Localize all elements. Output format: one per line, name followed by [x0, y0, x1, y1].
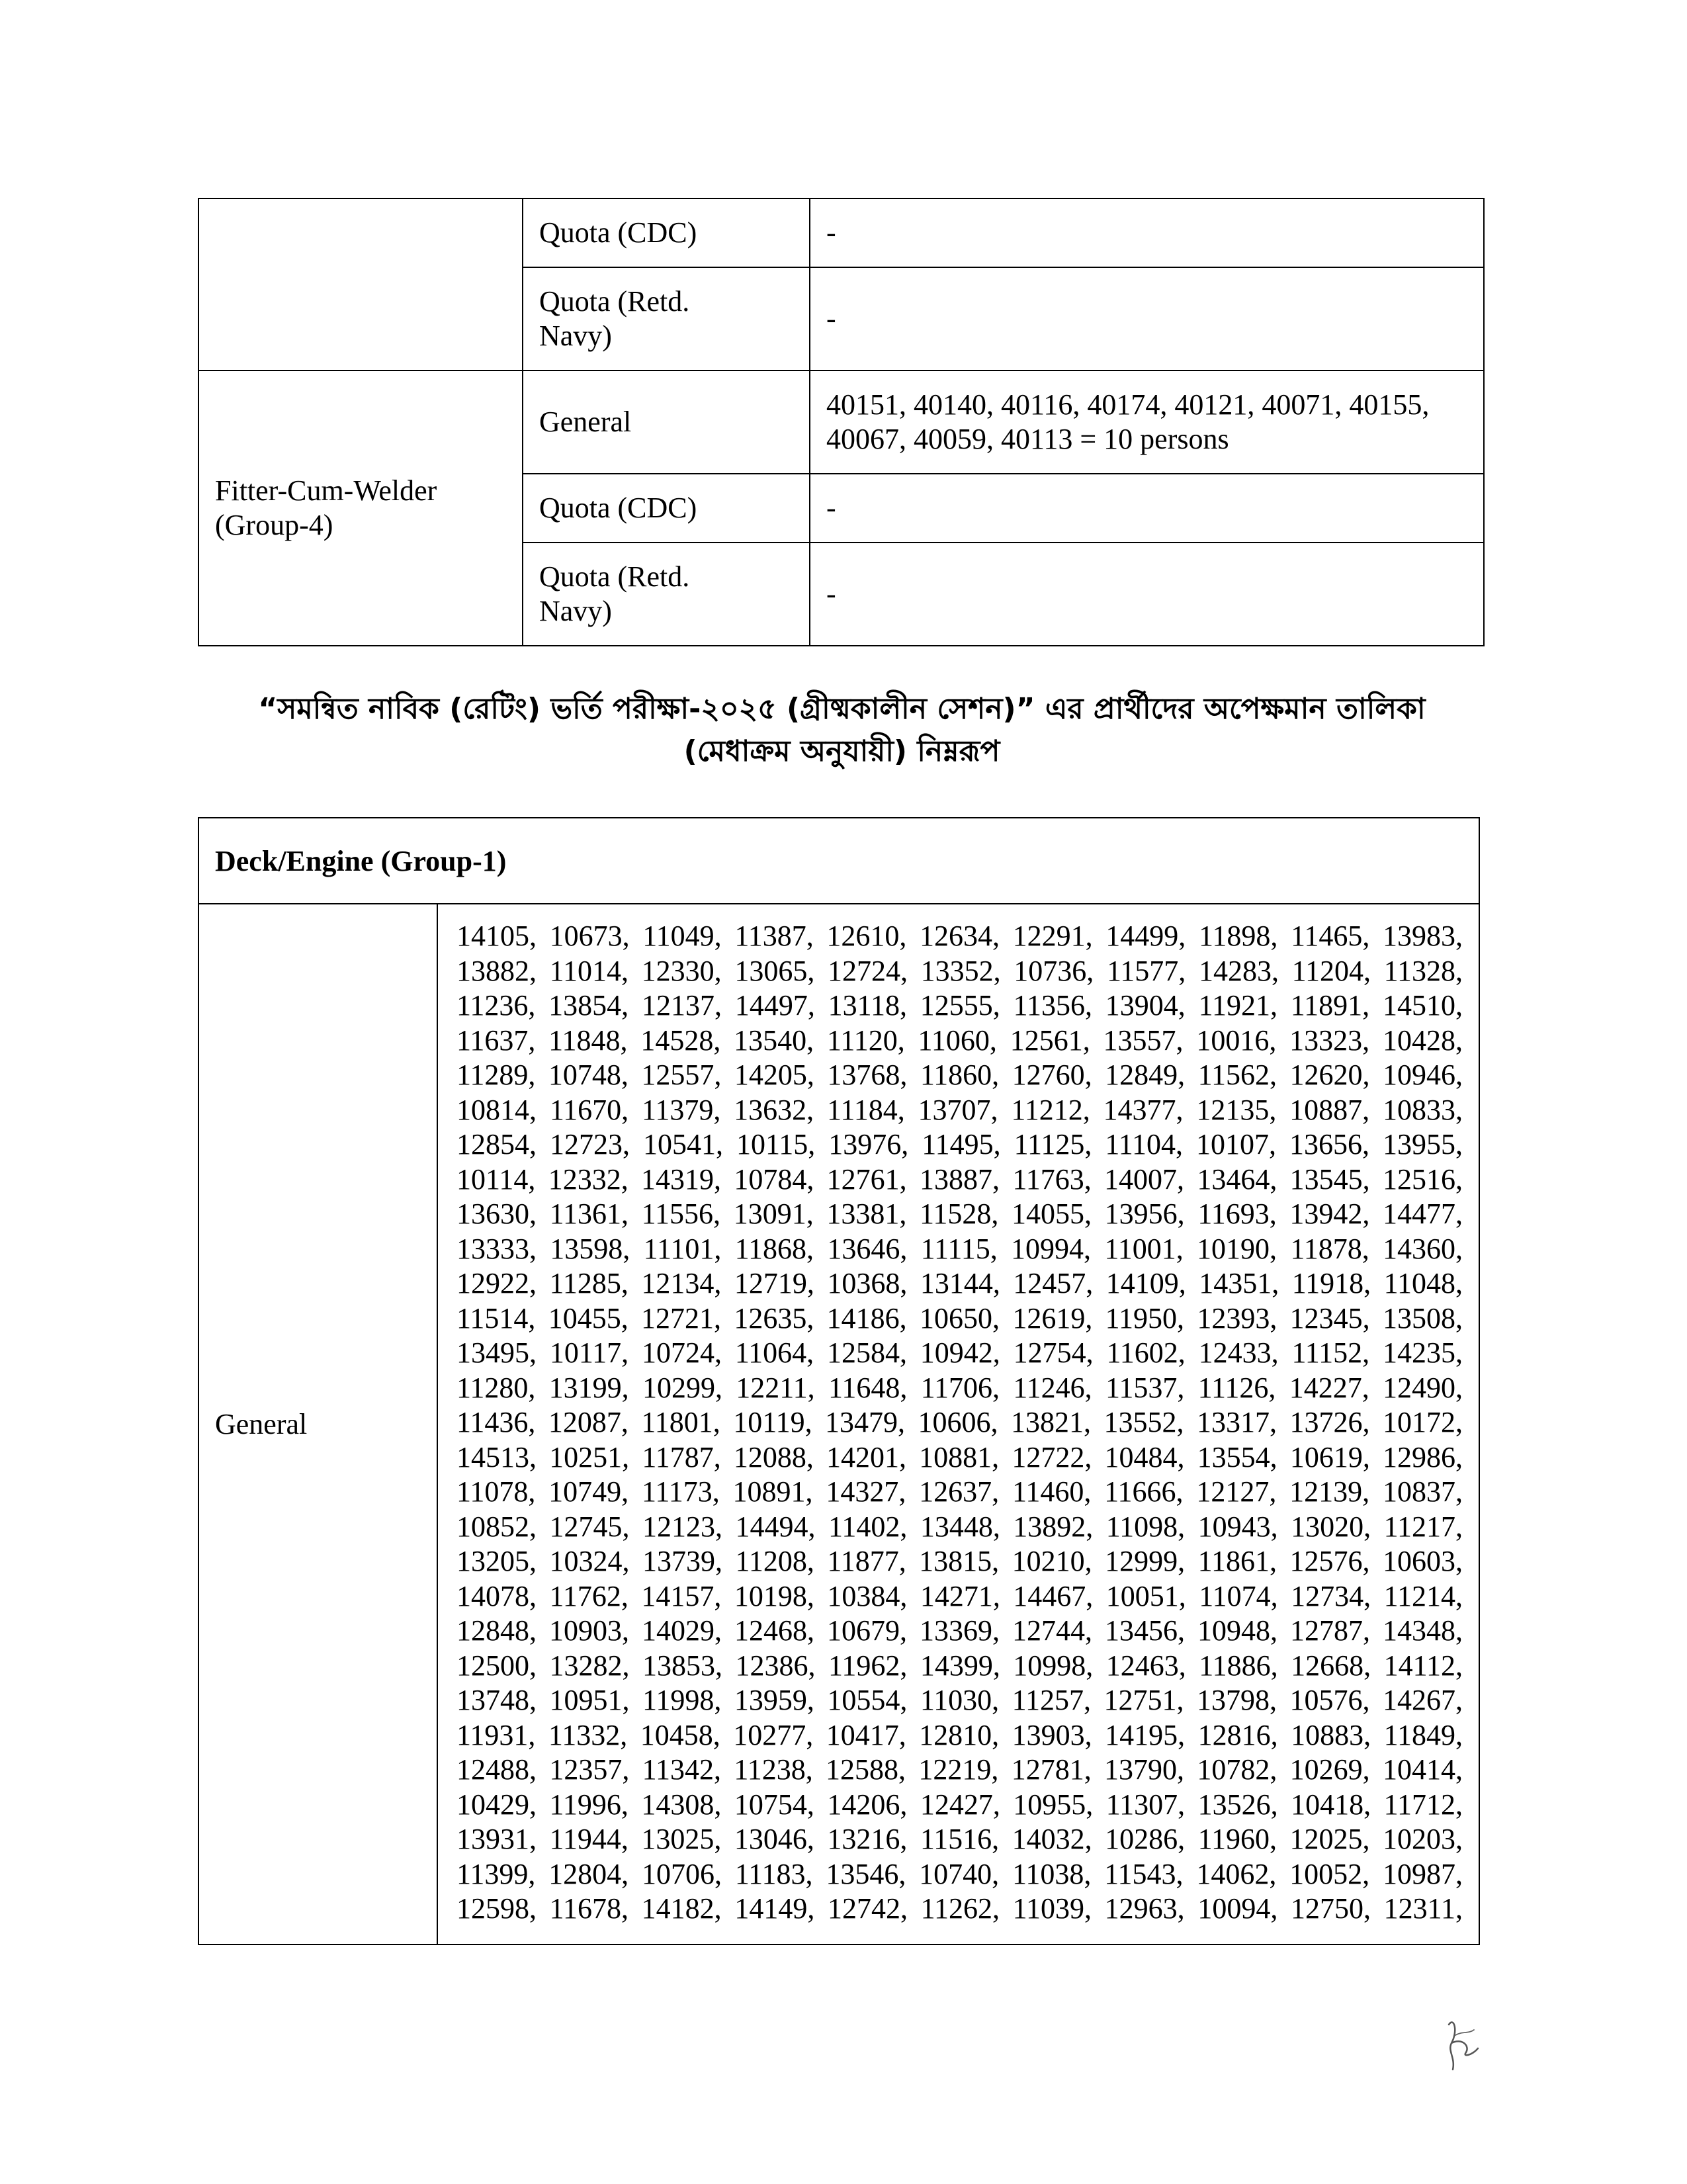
roll-number-line: 10114, 12332, 14319, 10784, 12761, 13887, 11763, 14007, 13464, 13545, 12516,	[456, 1162, 1463, 1196]
quota-cell: Quota (CDC)	[523, 474, 810, 543]
value-cell: -	[810, 267, 1484, 371]
roll-number-line: 13748, 10951, 11998, 13959, 10554, 11030, 11257, 12751, 13798, 10576, 14267,	[456, 1684, 1463, 1716]
value-cell: 40151, 40140, 40116, 40174, 40121, 40071, 40155, 40067, 40059, 40113 = 10 persons	[810, 371, 1484, 474]
category-cell-empty	[198, 198, 523, 371]
roll-number-line: 11289, 10748, 12557, 14205, 13768, 11860, 12760, 12849, 11562, 12620, 10946,	[456, 1059, 1463, 1091]
quota-cell: Quota (CDC)	[523, 198, 810, 267]
roll-numbers-cell	[437, 904, 1479, 1944]
roll-number-line: 14513, 10251, 11787, 12088, 14201, 10881, 12722, 10484, 13554, 10619, 12986,	[456, 1440, 1463, 1473]
quota-cell: General	[523, 371, 810, 474]
category-cell: Fitter-Cum-Welder (Group-4)	[198, 371, 523, 646]
roll-number-line: 12598, 11678, 14182, 14149, 12742, 11262, 11039, 12963, 10094, 12750, 12311,	[456, 1892, 1463, 1925]
waiting-list-heading: “সমন্বিত নাবিক (রেটিং) ভর্তি পরীক্ষা-২০২৫ (গ্রীষ্মকালীন সেশন)” এর প্রার্থীদের অপেক্ষমান তালিকা (মেধাক্রম অনুযায়ী) নিম্নরূপ	[258, 692, 1426, 768]
roll-number-line: 12500, 13282, 13853, 12386, 11962, 14399, 10998, 12463, 11886, 12668, 14112,	[456, 1649, 1463, 1682]
roll-number-line: 11637, 11848, 14528, 13540, 11120, 11060, 12561, 13557, 10016, 13323, 10428,	[456, 1024, 1463, 1057]
roll-number-line: 12922, 11285, 12134, 12719, 10368, 13144, 12457, 14109, 14351, 11918, 11048,	[456, 1267, 1463, 1299]
roll-number-line: 11436, 12087, 11801, 10119, 13479, 10606, 13821, 13552, 13317, 13726, 10172,	[456, 1406, 1463, 1438]
roll-number-line: 13495, 10117, 10724, 11064, 12584, 10942, 12754, 11602, 12433, 11152, 14235,	[456, 1336, 1463, 1369]
roll-number-line: 11280, 13199, 10299, 12211, 11648, 11706, 11246, 11537, 11126, 14227, 12490,	[456, 1371, 1463, 1404]
roll-number-line: 10852, 12745, 12123, 14494, 11402, 13448, 13892, 11098, 10943, 13020, 11217,	[456, 1510, 1463, 1543]
roll-number-line: 12854, 12723, 10541, 10115, 13976, 11495, 11125, 11104, 10107, 13656, 13955,	[456, 1128, 1463, 1160]
table-row	[198, 371, 1484, 474]
roll-number-line: 14105, 10673, 11049, 11387, 12610, 12634, 12291, 14499, 11898, 11465, 13983,	[456, 920, 1463, 952]
roll-number-line: 11399, 12804, 10706, 11183, 13546, 10740, 11038, 11543, 14062, 10052, 10987,	[456, 1857, 1463, 1890]
roll-number-line: 11514, 10455, 12721, 12635, 14186, 10650, 12619, 11950, 12393, 12345, 13508,	[456, 1301, 1463, 1334]
category-cell: General	[198, 904, 437, 1944]
roll-number-line: 12488, 12357, 11342, 11238, 12588, 12219, 12781, 13790, 10782, 10269, 10414,	[456, 1753, 1463, 1786]
value-cell: -	[810, 543, 1484, 646]
signature	[1436, 2011, 1489, 2077]
seat-allocation-table	[198, 198, 1485, 646]
waiting-list-table	[198, 817, 1480, 1945]
roll-number-line: 13931, 11944, 13025, 13046, 13216, 11516, 14032, 10286, 11960, 12025, 10203,	[456, 1823, 1463, 1855]
roll-number-line: 11931, 11332, 10458, 10277, 10417, 12810, 13903, 14195, 12816, 10883, 11849,	[456, 1718, 1463, 1751]
table-row	[198, 198, 1484, 267]
roll-number-line: 13333, 13598, 11101, 11868, 13646, 11115, 10994, 11001, 10190, 11878, 14360,	[456, 1232, 1463, 1265]
roll-number-line: 13882, 11014, 12330, 13065, 12724, 13352, 10736, 11577, 14283, 11204, 11328,	[456, 954, 1463, 987]
table-row	[198, 904, 1479, 1944]
roll-number-line: 10429, 11996, 14308, 10754, 14206, 12427, 10955, 11307, 13526, 10418, 11712,	[456, 1788, 1463, 1821]
roll-number-line: 10814, 11670, 11379, 13632, 11184, 13707, 11212, 14377, 12135, 10887, 10833,	[456, 1093, 1463, 1126]
quota-cell: Quota (Retd. Navy)	[523, 543, 810, 646]
group-title: Deck/Engine (Group-1)	[198, 818, 1479, 904]
roll-number-line: 14078, 11762, 14157, 10198, 10384, 14271, 14467, 10051, 11074, 12734, 11214,	[456, 1579, 1463, 1612]
roll-number-line: 13205, 10324, 13739, 11208, 11877, 13815, 10210, 12999, 11861, 12576, 10603,	[456, 1545, 1463, 1577]
roll-number-line: 13630, 11361, 11556, 13091, 13381, 11528, 14055, 13956, 11693, 13942, 14477,	[456, 1198, 1463, 1230]
roll-number-line: 11236, 13854, 12137, 14497, 13118, 12555, 11356, 13904, 11921, 11891, 14510,	[456, 989, 1463, 1022]
quota-cell: Quota (Retd. Navy)	[523, 267, 810, 371]
roll-number-line: 11078, 10749, 11173, 10891, 14327, 12637, 11460, 11666, 12127, 12139, 10837,	[456, 1475, 1463, 1508]
roll-number-line: 12848, 10903, 14029, 12468, 10679, 13369, 12744, 13456, 10948, 12787, 14348,	[456, 1614, 1463, 1647]
value-cell: -	[810, 198, 1484, 267]
table-header-row	[198, 818, 1479, 904]
value-cell: -	[810, 474, 1484, 543]
